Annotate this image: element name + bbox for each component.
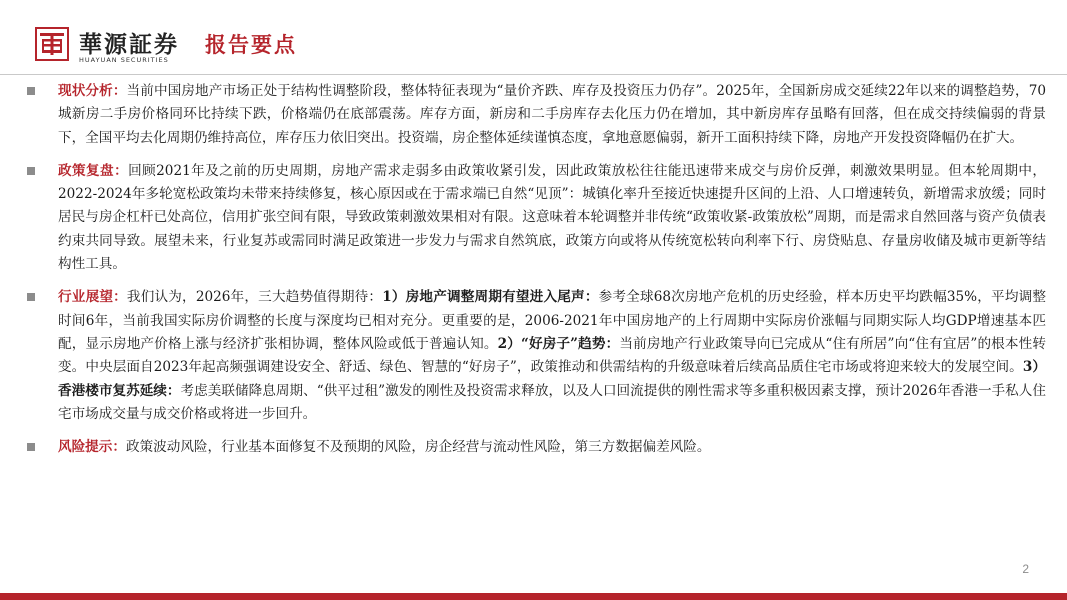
- trend-heading-2: 2）“好房子”趋势：: [497, 335, 620, 352]
- header-divider: [0, 74, 1067, 75]
- page-header: [0, 0, 1067, 75]
- paragraph-text: [58, 286, 1046, 426]
- paragraph-industry-outlook: [26, 286, 1046, 426]
- trend-heading-1: 1）房地产调整周期有望进入尾声：: [382, 289, 599, 306]
- paragraph-body: 我们认为，2026年，三大趋势值得期待：: [126, 289, 383, 306]
- paragraph-body: 回顾2021年及之前的历史周期，房地产需求走弱多由政策收紧引发，因此政策放松往往能迅速带来成交与房价反弹，刺激效果明显。但本轮周期中，2022-2024年多轮宽松政策均未带来持续修复，核心原因或在于需求端已自然“见顶”：城镇化率升至接近快速提升区间的上沿、人口增速转负，新增需求放缓；同时居民与房企杠杆已处高位，信用扩张空间有限，导致政策刺激效果相对有限。这意味着本轮调整并非传统“政策收紧-政策放松”周期，而是需求自然回落与资产负债表约束共同导致。展望未来，行业复苏或需同时满足政策进一步发力与需求自然筑底，政策方向或将从传统宽松转向利率下行、房贷贴息、存量房收储及城市更新等结构性工具。: [58, 162, 1047, 273]
- square-bullet-icon: [27, 167, 35, 175]
- paragraph-policy-review: [26, 160, 1046, 276]
- report-title: 报告要点: [205, 32, 297, 57]
- paragraph-body: 当前房地产行业政策导向已完成从“住有所居”向“住有宜居”的根本性转变。中央层面自2023年起高频强调建设安全、舒适、绿色、智慧的“好房子”，政策推动和供需结构的升级意味着后续高品质住宅市场或将迎来较大的发展空间。: [58, 335, 1046, 376]
- huayuan-logo-icon: [35, 27, 69, 61]
- trend-heading-3: 3）香港楼市复苏延续：: [58, 359, 1046, 399]
- paragraph-text: [58, 436, 1046, 459]
- brand-english-name: HUAYUAN SECURITIES: [79, 56, 169, 64]
- section-label: 政策复盘：: [58, 162, 129, 179]
- footer-bar: [0, 593, 1067, 600]
- section-label: 风险提示：: [58, 439, 126, 456]
- paragraph-body: 当前中国房地产市场正处于结构性调整阶段，整体特征表现为“量价齐跌、库存及投资压力仍存”。2025年，全国新房成交延续22年以来的调整趋势，70城新房二手房价格同环比持续下跌，价格端仍在底部震荡。库存方面，新房和二手房库存去化压力仍在增加，其中新房库存虽略有回落，但在成交持续偏弱的背景下，全国平均去化周期仍维持高位，库存压力依旧突出。投资端，房企整体延续谨慎态度，拿地意愿偏弱，新开工面积持续下降，房地产开发投资降幅仍在扩大。: [58, 83, 1047, 146]
- paragraph-body: 考虑美联储降息周期、“供平过租”激发的刚性及投资需求释放，以及人口回流提供的刚性需求等多重积极因素支撑，预计2026年香港一手私人住宅市场成交量与成交价格或将进一步回升。: [58, 382, 1046, 422]
- section-label: 现状分析：: [58, 83, 127, 99]
- brand-name: 華源証券: [79, 31, 179, 58]
- report-body: [26, 80, 1046, 459]
- paragraph-risk-warning: [26, 436, 1046, 459]
- square-bullet-icon: [27, 443, 35, 451]
- paragraph-body: 政策波动风险，行业基本面修复不及预期的风险，房企经营与流动性风险，第三方数据偏差风险。: [125, 439, 711, 456]
- page-number: 2: [1022, 562, 1029, 576]
- paragraph-text: [58, 160, 1046, 276]
- paragraph-text: [58, 80, 1046, 150]
- square-bullet-icon: [27, 87, 35, 95]
- paragraph-body: 参考全球68次房地产危机的历史经验，样本历史平均跌幅35%，平均调整时间6年，当前我国实际房价调整的长度与深度均已相对充分。更重要的是，2006-2021年中国房地产的上行周期中实际房价涨幅与同期实际人均GDP增速基本匹配，显示房地产价格上涨与经济扩张相协调，整体风险或低于普遍认知。: [58, 289, 1046, 352]
- square-bullet-icon: [27, 293, 35, 301]
- section-label: 行业展望：: [58, 289, 127, 306]
- paragraph-status-analysis: [26, 80, 1046, 150]
